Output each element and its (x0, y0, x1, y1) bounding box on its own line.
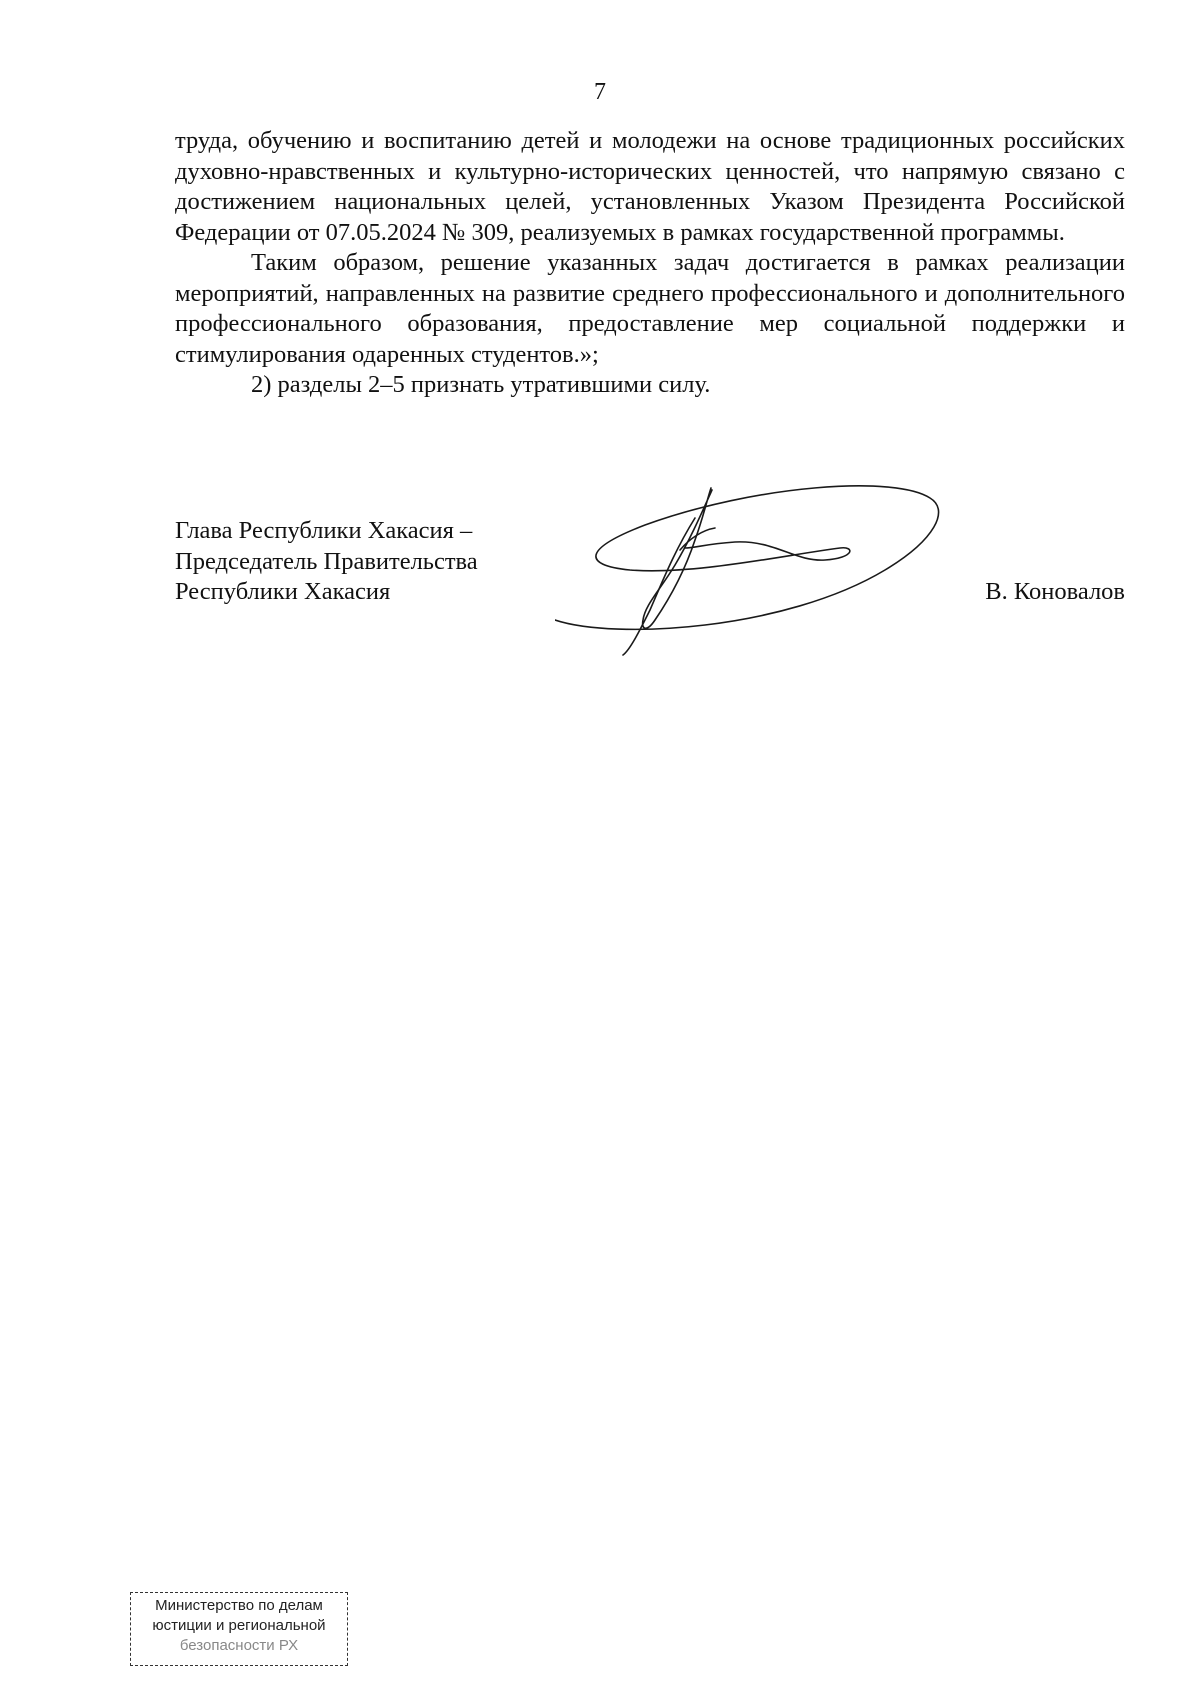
signer-name: В. Коновалов (985, 578, 1125, 605)
stamp-line: юстиции и региональной (152, 1617, 326, 1634)
signer-position-line: Глава Республики Хакасия – (175, 517, 473, 544)
signer-position-line: Председатель Правительства (175, 547, 478, 575)
page-number: 7 (594, 79, 606, 105)
signer-position-line: Республики Хакасия (175, 578, 391, 605)
registration-stamp (130, 1592, 348, 1666)
handwritten-signature (555, 480, 950, 660)
paragraph-conclusion: Таким образом, решение указанных задач достигается в рамках реализации мероприятий, направленных на развитие среднего профессионального и дополнительного профессионального образования, предоставление мер социальной поддержки и стимулирования одаренных студентов.»; (175, 249, 1125, 368)
stamp-line: Министерство по делам (155, 1597, 323, 1614)
paragraph-amendment: 2) разделы 2–5 признать утратившими силу. (251, 371, 711, 398)
paragraph-continuation: труда, обучению и воспитанию детей и молодежи на основе традиционных российских духовно-нравственных и культурно-исторических ценностей, что напрямую связано с достижением национальных целей, установленных Указом Президента Российской Федерации от 07.05.2024 № 309, реализуемых в рамках государственной программы. (175, 127, 1125, 246)
stamp-line: безопасности РХ (179, 1637, 299, 1654)
signer-position (175, 516, 478, 608)
document-body (175, 126, 1125, 401)
